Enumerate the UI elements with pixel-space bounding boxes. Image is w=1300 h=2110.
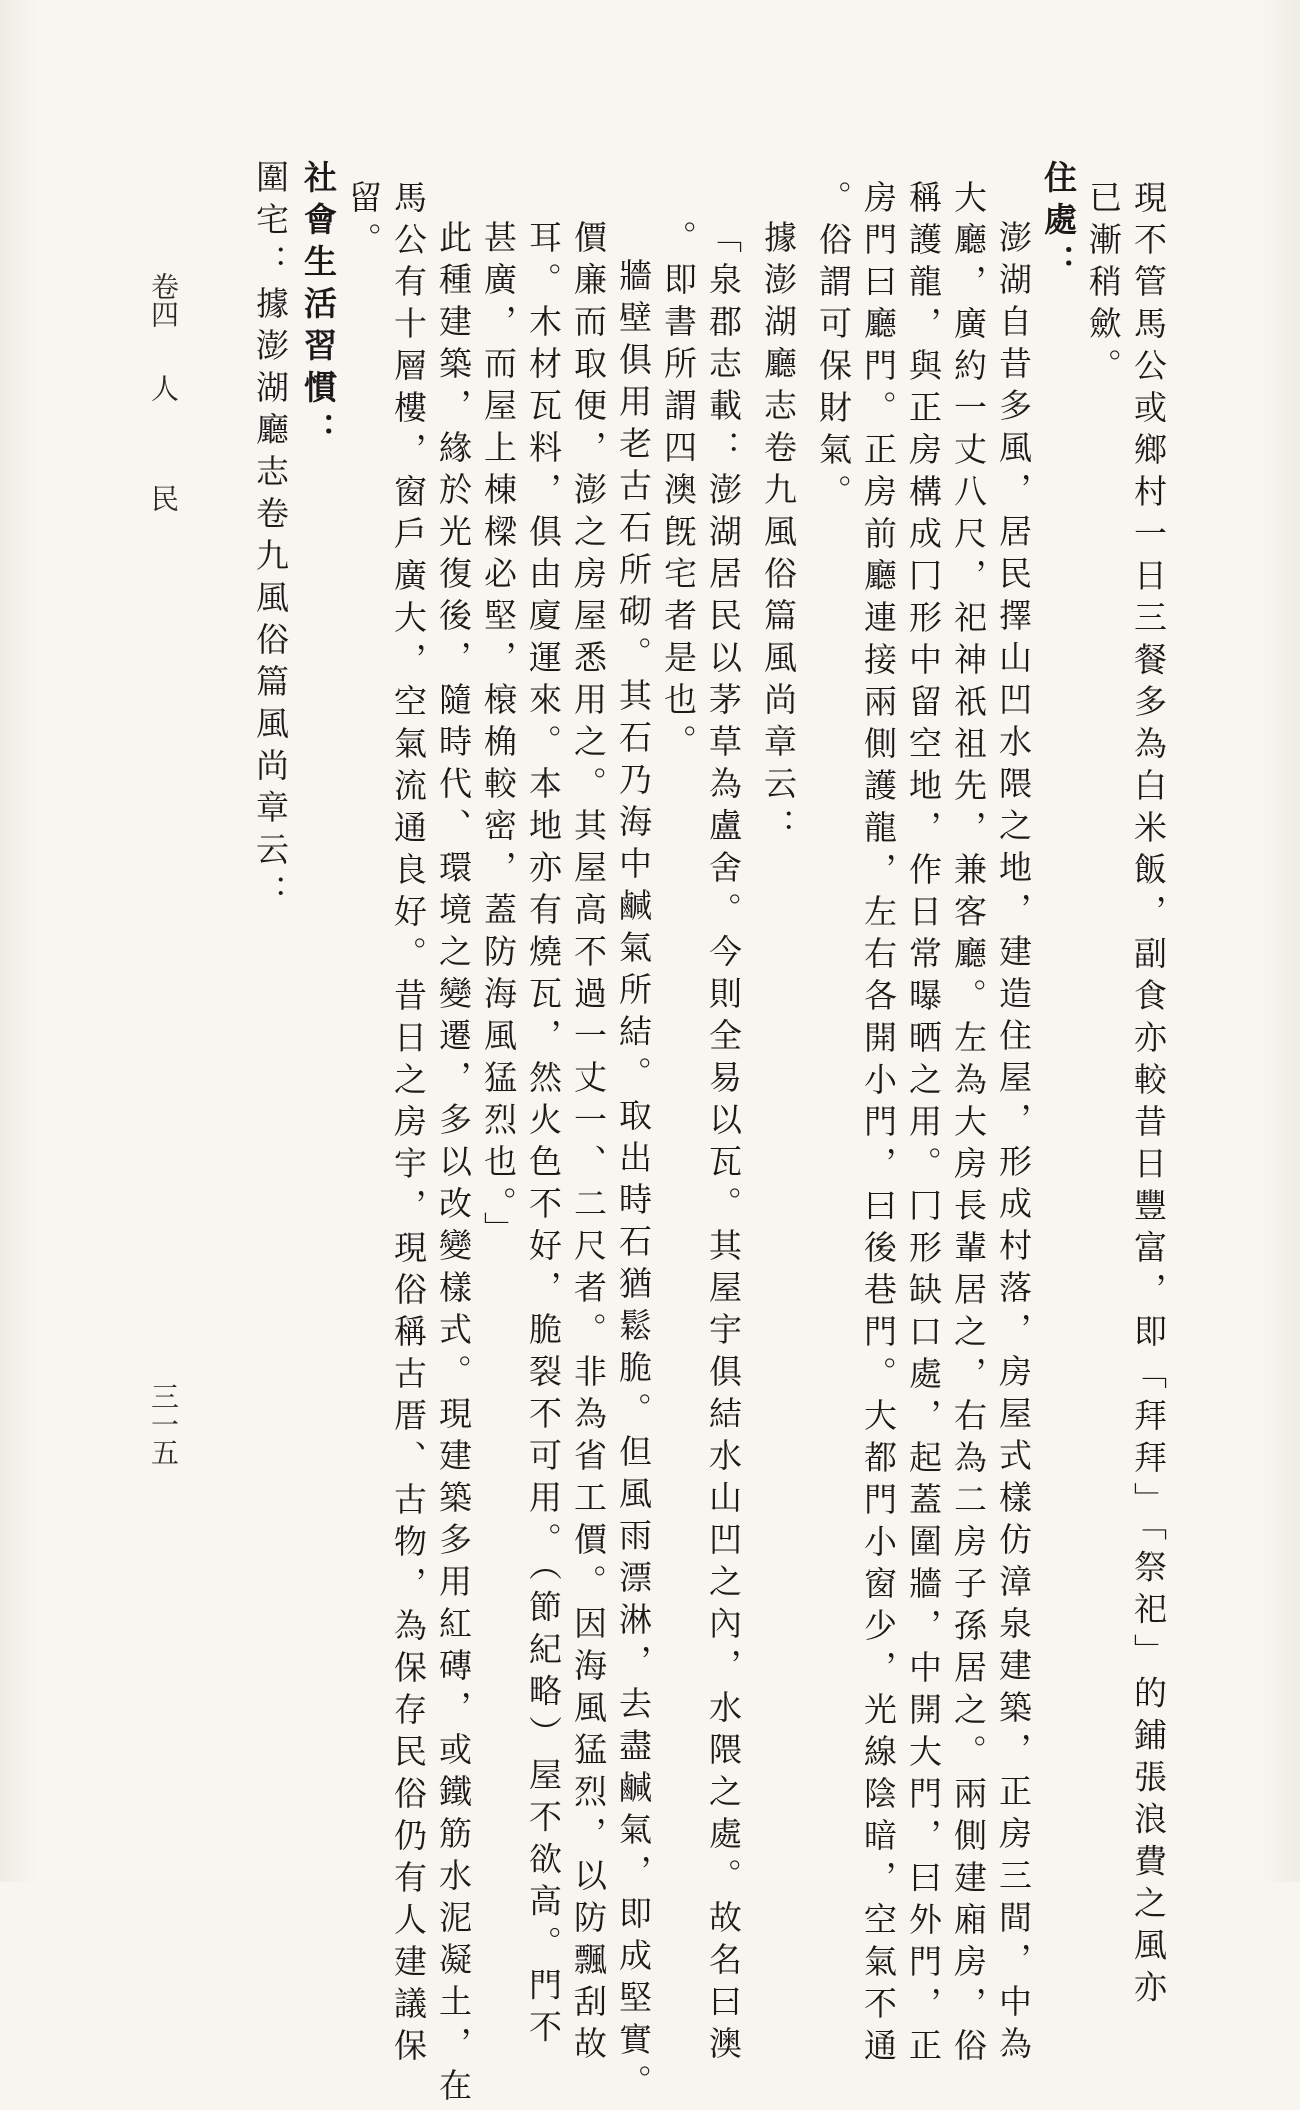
text-column: 牆壁俱用老古石所砌。其石乃海中鹹氣所結。取出時石猶鬆脆。但風雨漂淋，去盡鹹氣，即成堅實。 (614, 258, 653, 2106)
text-column: 「泉郡志載：澎湖居民以茅草為盧舍。今則全易以瓦。其屋宇俱結水山凹之內，水隈之處。故名曰澳 (704, 220, 743, 2068)
text-column: 留。 (344, 180, 383, 264)
text-column: 。俗謂可保財氣。 (814, 180, 853, 516)
section-heading: 住處： (1039, 160, 1078, 286)
text-column: 已漸稍歛。 (1084, 180, 1123, 390)
text-column: 現不管馬公或鄉村一日三餐多為白米飯，副食亦較昔日豐富，即「拜拜」「祭祀」的鋪張浪費之風亦 (1129, 180, 1168, 2012)
chapter-label: 人 (147, 374, 180, 402)
section-heading: 社會生活習慣： (299, 160, 338, 454)
text-column: 房門曰廳門。正房前廳連接兩側護龍，左右各開小門，曰後巷門。大都門小窗少，光線陰暗，空氣不通 (859, 180, 898, 2070)
page-number: 三一五 (147, 1382, 180, 1466)
text-column: 。即書所謂四澳旣宅者是也。 (659, 220, 698, 766)
text-column: 稱護龍，與正房構成冂形中留空地，作日常曝晒之用。冂形缺口處，起蓋圍牆，中開大門，曰外門，正 (904, 180, 943, 2070)
text-column: 圍宅：據澎湖廳志卷九風俗篇風尚章云： (251, 160, 290, 916)
text-column: 據澎湖廳志卷九風俗篇風尚章云： (759, 220, 798, 850)
text-column: 價廉而取便，澎之房屋悉用之。其屋高不過一丈一、二尺者。非為省工價。因海風猛烈，以防飄刮故 (569, 220, 608, 2068)
text-column: 大廳，廣約一丈八尺，祀神祇祖先，兼客廳。左為大房長輩居之，右為二房子孫居之。兩側建廂房，俗 (949, 180, 988, 2070)
text-column: 馬公有十層樓，窗戶廣大，空氣流通良好。昔日之房宇，現俗稱古厝、古物，為保存民俗仍有人建議保 (389, 180, 428, 2070)
text-column: 甚廣，而屋上棟樑必堅，榱桷較密，蓋防海風猛烈也。」 (479, 220, 518, 1254)
chapter-label: 民 (147, 484, 180, 512)
volume-label: 卷四 (147, 272, 180, 328)
text-column: 此種建築，緣於光復後，隨時代、環境之變遷，多以改變樣式。現建築多用紅磚，或鐵筋水泥凝土，在 (434, 220, 473, 2110)
text-column: 澎湖自昔多風，居民擇山凹水隈之地，建造住屋，形成村落，房屋式樣仿漳泉建築，正房三間，中為 (994, 220, 1033, 2068)
text-column: 耳。木材瓦料，俱由廈運來。本地亦有燒瓦，然火色不好，脆裂不可用。（節紀略）屋不欲高。門不 (524, 220, 563, 2052)
